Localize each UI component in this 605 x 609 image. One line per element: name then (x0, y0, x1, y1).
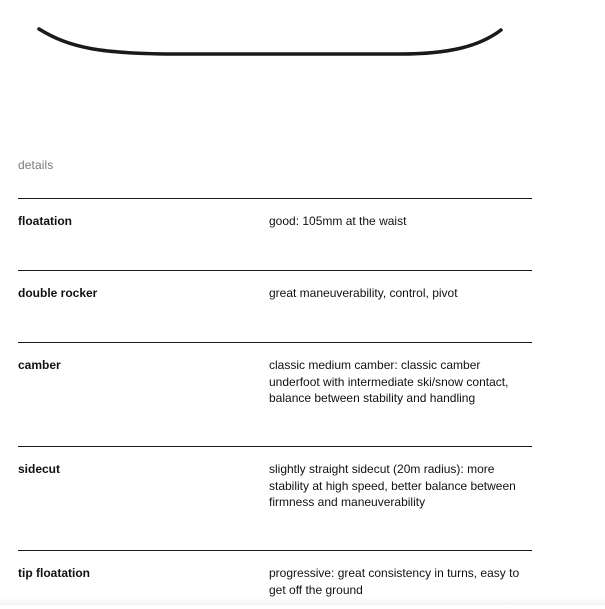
detail-value: progressive: great consistency in turns, easy to get off the ground (269, 566, 520, 597)
detail-row-double-rocker (18, 270, 532, 342)
detail-label: tip floatation (18, 566, 90, 580)
detail-value: slightly straight sidecut (20m radius): more stability at high speed, better balance between firmness and maneuverability (269, 462, 516, 509)
detail-value: good: 105mm at the waist (269, 214, 407, 228)
detail-label: sidecut (18, 462, 61, 476)
ski-profile-graphic (30, 20, 510, 65)
detail-label: camber (18, 358, 61, 372)
detail-row-sidecut (18, 446, 532, 550)
detail-value: classic medium camber: classic camber underfoot with intermediate ski/snow contact, balance between stability and handling (269, 358, 509, 405)
ski-profile-curve (39, 29, 501, 54)
detail-row-camber (18, 342, 532, 446)
detail-row-floatation (18, 198, 532, 270)
detail-label: floatation (18, 214, 72, 228)
detail-value: great maneuverability, control, pivot (269, 286, 458, 300)
details-table (18, 198, 532, 609)
bottom-fade (0, 597, 605, 605)
detail-label: double rocker (18, 286, 98, 300)
section-title: details (18, 158, 54, 172)
